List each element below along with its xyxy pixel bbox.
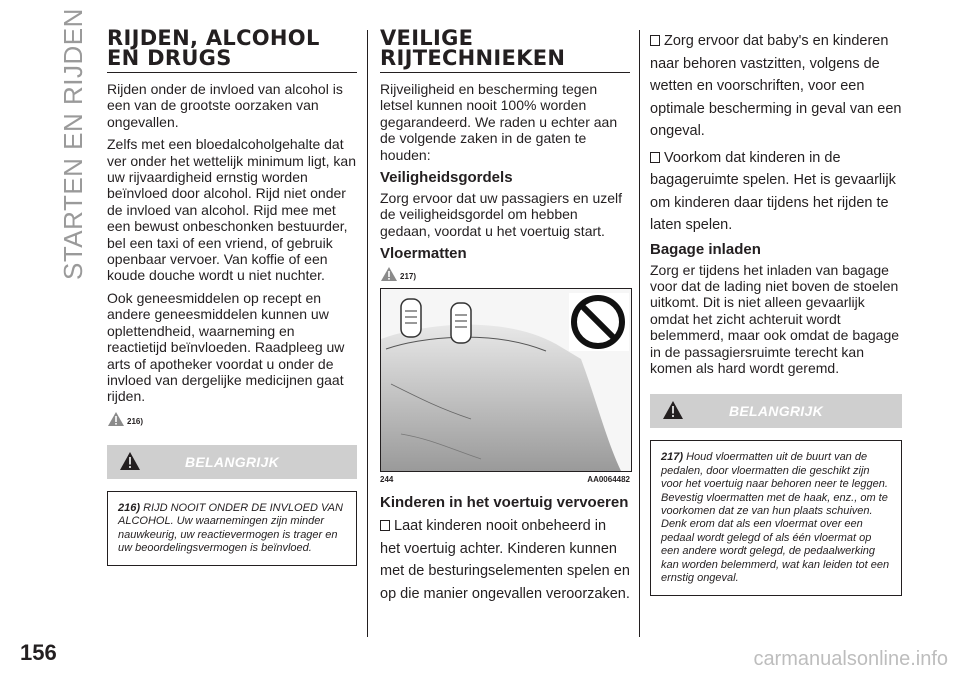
important-label: BELANGRIJK: [184, 453, 279, 470]
warning-triangle-icon: [380, 266, 398, 282]
important-body: RIJD NOOIT ONDER DE INVLOED VAN ALCOHOL. Uw waarnemingen zijn minder nauwkeurig, uw reactievermogen is trager en uw beoordelingsvermogen is beïnvloed.: [118, 501, 343, 554]
column-divider: [367, 30, 368, 637]
checkbox-bullet-icon: [380, 520, 390, 531]
heading-line: RIJDEN, ALCOHOL: [107, 26, 320, 50]
warning-triangle-icon: [119, 451, 141, 471]
subheading: Bagage inladen: [650, 240, 761, 258]
column-3: [650, 30, 902, 596]
warning-ref-number: 216): [127, 416, 144, 426]
warning-ref-number: 217): [400, 272, 417, 282]
paragraph: Rijden onder de invloed van alcohol is een van de grootste oorzaken van ongevallen.: [107, 81, 343, 130]
heading-line: EN DRUGS: [107, 46, 232, 70]
important-number: 217): [661, 451, 684, 464]
list-item-text: Voorkom dat kinderen in de bagageruimte spelen. Het is gevaarlijk om kinderen daar tijdens het rijden te laten spelen.: [650, 149, 896, 233]
page-number: 156: [20, 640, 57, 665]
important-text: [107, 491, 357, 567]
subheading: Veiligheidsgordels: [380, 169, 513, 187]
floor-mat-figure: [380, 288, 632, 472]
important-number: 216): [118, 501, 141, 514]
prohibited-icon: [569, 293, 629, 351]
paragraph: Ook geneesmiddelen op recept en andere geneesmiddelen kunnen uw oplettendheid, waarneming en reactietijd beïnvloeden. Raadpleeg uw arts of apotheker voordat u onder de invloed van dergelijke medicijnen gaat rijden.: [107, 289, 345, 405]
warning-reference[interactable]: [380, 266, 630, 282]
subheading: Vloermatten: [380, 245, 467, 263]
paragraph: Zelfs met een bloedalcoholgehalte dat ver onder het wettelijk minimum ligt, kan uw rijvaardigheid ernstig worden beïnvloed door alcohol. Rijd niet onder de invloed van alcohol. Rijd mee met een bewust onbeschonken bestuurder, bel een taxi of een vriend, of gebruik openbaar vervoer. Van koffie of een koude douche wordt u niet nuchter.: [107, 136, 356, 284]
section-heading: [107, 28, 357, 73]
paragraph: Rijveiligheid en bescherming tegen letsel kunnen nooit 100% worden gegarandeerd. We raden u echter aan de volgende zaken in de gaten te houden:: [380, 81, 618, 163]
important-body: Houd vloermatten uit de buurt van de pedalen, door vloermatten die geschikt zijn voor het voertuig naar behoren neer te leggen. Bevestig vloermatten met de haak, enz., om te voorkomen dat ze van hun plaats schuiven. Denk erom dat als een vloermat over een pedaal wordt gelegd of als één vloermat op een andere wordt gelegd, de pedaalwerking kan worden belemmerd, wat kan leiden tot een ernstig ongeval.: [661, 451, 890, 584]
figure-caption: [380, 475, 630, 484]
pedal-icon: [401, 299, 421, 337]
column-1: [107, 28, 357, 566]
important-header: [650, 394, 902, 428]
checkbox-bullet-icon: [650, 152, 660, 163]
important-box: [107, 445, 357, 567]
subheading: Kinderen in het voertuig vervoeren: [380, 494, 629, 512]
warning-triangle-icon: [107, 411, 125, 427]
list-item: [650, 147, 902, 237]
warning-reference[interactable]: [107, 411, 357, 427]
column-2: [380, 28, 630, 609]
paragraph: Zorg er tijdens het inladen van bagage voor dat de lading niet boven de stoelen uitkomt. Dit is niet alleen gevaarlijk omdat het zicht achteruit wordt belemmerd, maar ook omdat de bagage in de passagiersruimte terecht kan komen als hard wordt geremd.: [650, 261, 900, 376]
important-header: [107, 445, 357, 479]
list-item-text: Laat kinderen nooit onbeheerd in het voertuig achter. Kinderen kunnen met de besturingselementen spelen en op die manier ongevallen veroorzaken.: [380, 518, 630, 602]
figure-number: 244: [380, 475, 394, 485]
heading-line: VEILIGE: [380, 26, 474, 50]
important-box: [650, 394, 902, 596]
figure-code: AA0064482: [587, 475, 630, 485]
paragraph: Zorg ervoor dat uw passagiers en uzelf de veiligheidsgordel om hebben gedaan, voordat u het voertuig start.: [380, 190, 623, 239]
heading-line: RIJTECHNIEKEN: [380, 46, 566, 70]
floor-mat-illustration: [381, 289, 631, 471]
list-item: [380, 515, 630, 605]
chapter-title: STARTEN EN RIJDEN: [58, 8, 88, 280]
section-heading: [380, 28, 630, 73]
important-label: BELANGRIJK: [728, 403, 823, 420]
checkbox-bullet-icon: [650, 35, 660, 46]
list-item: [650, 30, 902, 143]
warning-triangle-icon: [662, 400, 684, 420]
watermark: carmanualsonline.info: [753, 648, 948, 670]
column-divider: [639, 30, 640, 637]
list-item-text: Zorg ervoor dat baby's en kinderen naar behoren vastzitten, volgens de wetten en voorschriften, voor een optimale bescherming in geval van een ongeval.: [650, 33, 902, 139]
important-text: [650, 440, 902, 596]
